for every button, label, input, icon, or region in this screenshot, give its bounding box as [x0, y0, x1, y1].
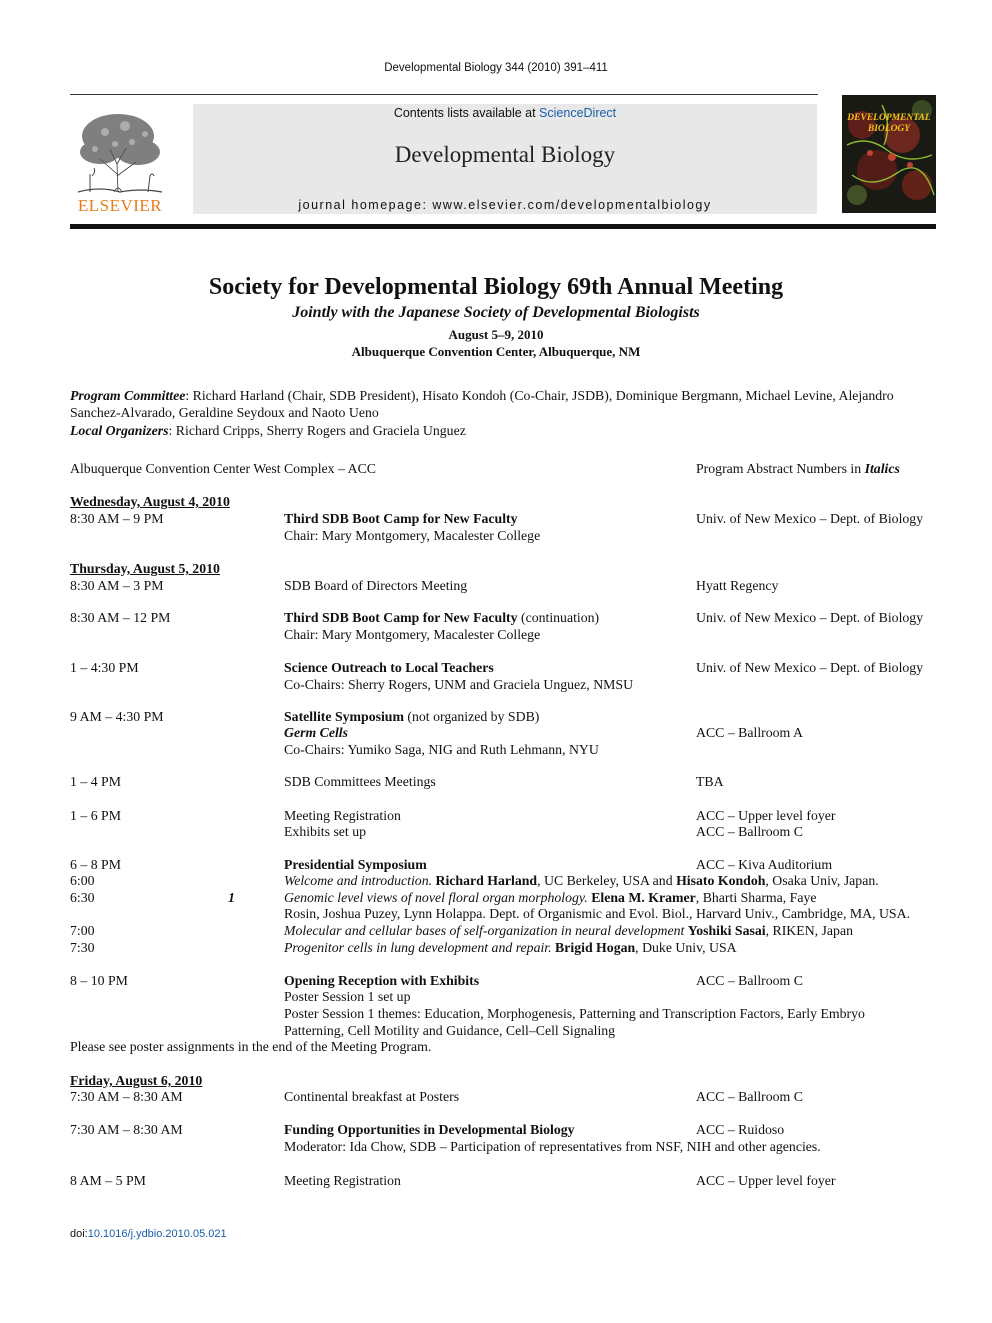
event-time: 1 – 6 PM — [70, 808, 121, 823]
journal-citation: Developmental Biology 344 (2010) 391–411 — [384, 62, 608, 74]
event-detail: Poster Session 1 themes: Education, Morphogenesis, Patterning and Transcription Factors, Early Embryo — [284, 1006, 865, 1021]
journal-name: Developmental Biology — [394, 142, 616, 167]
talk-time: 6:00 — [70, 873, 95, 888]
meeting-subtitle: Jointly with the Japanese Society of Developmental Biologists — [292, 304, 700, 321]
event-title: Exhibits set up — [284, 824, 367, 839]
event-title: Science Outreach to Local Teachers — [284, 660, 494, 675]
event-title: Third SDB Boot Camp for New Faculty — [284, 610, 518, 625]
program-committee-label: Program Committee — [70, 388, 186, 403]
talk-affil: , Bharti Sharma, Faye — [695, 890, 817, 905]
program-committee-cont: Sanchez-Alvarado, Geraldine Seydoux and Naoto Ueno — [70, 405, 379, 420]
program-committee — [70, 387, 940, 404]
event-title: SDB Board of Directors Meeting — [284, 578, 468, 593]
event-title: SDB Committees Meetings — [284, 774, 436, 789]
event-location: ACC – Upper level foyer — [696, 808, 836, 823]
event-time: 8:30 AM – 12 PM — [70, 610, 171, 625]
doi-prefix: doi: — [70, 1228, 88, 1240]
event-chair: Co-Chairs: Yumiko Saga, NIG and Ruth Lehmann, NYU — [284, 742, 599, 757]
abstract-legend — [696, 460, 900, 477]
elsevier-logo — [70, 104, 170, 216]
contents-line — [193, 106, 817, 120]
doi — [70, 1228, 227, 1240]
event-location: Univ. of New Mexico – Dept. of Biology — [696, 610, 924, 625]
event-title-row — [284, 609, 599, 626]
event-chair: Co-Chairs: Sherry Rogers, UNM and Graciela Unguez, NMSU — [284, 677, 634, 692]
event-location: ACC – Ballroom C — [696, 1089, 803, 1104]
talk-entry — [284, 939, 737, 956]
event-time: 8:30 AM – 9 PM — [70, 511, 164, 526]
talk-speaker: Richard Harland — [435, 873, 538, 888]
event-location: TBA — [696, 774, 724, 789]
event-time: 1 – 4:30 PM — [70, 660, 139, 675]
event-time: 8:30 AM – 3 PM — [70, 578, 164, 593]
event-chair: Chair: Mary Montgomery, Macalester College — [284, 627, 541, 642]
local-organizers-label: Local Organizers — [70, 423, 169, 438]
header-thick-rule — [70, 224, 936, 229]
event-detail: Moderator: Ida Chow, SDB – Participation of representatives from NSF, NIH and other agencies. — [284, 1139, 821, 1154]
event-title: Opening Reception with Exhibits — [284, 973, 480, 988]
event-location: Univ. of New Mexico – Dept. of Biology — [696, 511, 924, 526]
event-time: 1 – 4 PM — [70, 774, 121, 789]
talk-speaker: Yoshiki Sasai — [687, 923, 766, 938]
journal-homepage[interactable]: journal homepage: www.elsevier.com/developmentalbiology — [298, 198, 712, 212]
abstract-legend-italic: Italics — [864, 461, 900, 476]
venue-legend: Albuquerque Convention Center West Complex – ACC — [70, 461, 376, 476]
event-subtitle: Germ Cells — [284, 725, 348, 740]
sciencedirect-link[interactable]: ScienceDirect — [539, 106, 617, 120]
talk-time: 6:30 — [70, 890, 95, 905]
talk-title: Progenitor cells in lung development and repair. — [284, 940, 552, 955]
event-note: (not organized by SDB) — [403, 709, 540, 724]
talk-speaker: Hisato Kondoh — [676, 873, 766, 888]
abstract-number: 1 — [228, 890, 235, 905]
event-title: Meeting Registration — [284, 1173, 401, 1188]
event-chair: Chair: Mary Montgomery, Macalester College — [284, 528, 541, 543]
event-title: Presidential Symposium — [284, 857, 427, 872]
talk-title: Welcome and introduction. — [284, 873, 433, 888]
talk-entry — [284, 889, 817, 906]
talk-affil: , UC Berkeley, USA and — [537, 873, 677, 888]
event-location: ACC – Ballroom C — [696, 824, 803, 839]
event-title: Satellite Symposium — [284, 709, 404, 724]
talk-affil: , Duke Univ, USA — [635, 940, 737, 955]
header-rule — [70, 94, 818, 95]
event-time: 7:30 AM – 8:30 AM — [70, 1089, 183, 1104]
event-note: (continuation) — [517, 610, 600, 625]
program-committee-line1: : Richard Harland (Chair, SDB President), Hisato Kondoh (Co-Chair, JSDB), Dominique Bergmann, Michael Levine, Alejandro — [185, 388, 894, 403]
talk-affil: , Osaka Univ, Japan. — [765, 873, 879, 888]
elsevier-wordmark: ELSEVIER — [77, 196, 163, 215]
meeting-dates: August 5–9, 2010 — [448, 327, 544, 342]
abstract-legend-prefix: Program Abstract Numbers in — [696, 461, 865, 476]
event-title: Funding Opportunities in Developmental Biology — [284, 1122, 575, 1137]
day-heading-wed: Wednesday, August 4, 2010 — [70, 494, 230, 509]
cover-title-2: BIOLOGY — [867, 124, 911, 134]
event-title-row — [284, 708, 539, 725]
event-title: Continental breakfast at Posters — [284, 1089, 460, 1104]
talk-authors: Rosin, Joshua Puzey, Lynn Holappa. Dept. of Organismic and Evol. Biol., Harvard Univ., Cambridge, MA, USA. — [284, 906, 911, 921]
cover-title-1: DEVELOPMENTAL — [847, 113, 931, 123]
talk-entry — [284, 872, 879, 889]
doi-link[interactable]: 10.1016/j.ydbio.2010.05.021 — [87, 1228, 227, 1240]
talk-title: Molecular and cellular bases of self-organization in neural development — [284, 923, 685, 938]
event-location: ACC – Ballroom A — [696, 725, 803, 740]
meeting-title: Society for Developmental Biology 69th Annual Meeting — [208, 274, 784, 300]
event-location: ACC – Ballroom C — [696, 973, 803, 988]
event-location: ACC – Ruidoso — [696, 1122, 785, 1137]
event-location: ACC – Kiva Auditorium — [696, 857, 833, 872]
event-detail: Poster Session 1 set up — [284, 989, 411, 1004]
event-time: 6 – 8 PM — [70, 857, 121, 872]
meeting-venue: Albuquerque Convention Center, Albuquerque, NM — [351, 344, 641, 359]
talk-affil: , RIKEN, Japan — [765, 923, 853, 938]
event-detail: Patterning, Cell Motility and Guidance, Cell–Cell Signaling — [284, 1023, 616, 1038]
contents-prefix: Contents lists available at — [393, 106, 540, 120]
event-time: 8 – 10 PM — [70, 973, 128, 988]
event-title: Meeting Registration — [284, 808, 401, 823]
talk-time: 7:00 — [70, 923, 95, 938]
event-time: 7:30 AM – 8:30 AM — [70, 1122, 183, 1137]
talk-speaker: Brigid Hogan — [555, 940, 636, 955]
local-organizers-text: : Richard Cripps, Sherry Rogers and Graciela Unguez — [168, 423, 466, 438]
event-time: 9 AM – 4:30 PM — [70, 709, 164, 724]
event-time: 8 AM – 5 PM — [70, 1173, 146, 1188]
event-title: Third SDB Boot Camp for New Faculty — [284, 511, 518, 526]
journal-cover — [842, 95, 936, 213]
event-location: Hyatt Regency — [696, 578, 779, 593]
talk-time: 7:30 — [70, 940, 95, 955]
event-location: ACC – Upper level foyer — [696, 1173, 836, 1188]
poster-note: Please see poster assignments in the end of the Meeting Program. — [70, 1039, 432, 1054]
day-heading-thu: Thursday, August 5, 2010 — [70, 561, 220, 576]
talk-speaker: Elena M. Kramer — [591, 890, 696, 905]
local-organizers — [70, 422, 940, 439]
day-heading-fri: Friday, August 6, 2010 — [70, 1073, 203, 1088]
event-location: Univ. of New Mexico – Dept. of Biology — [696, 660, 924, 675]
talk-title: Genomic level views of novel floral organ morphology. — [284, 890, 588, 905]
talk-entry — [284, 922, 853, 939]
